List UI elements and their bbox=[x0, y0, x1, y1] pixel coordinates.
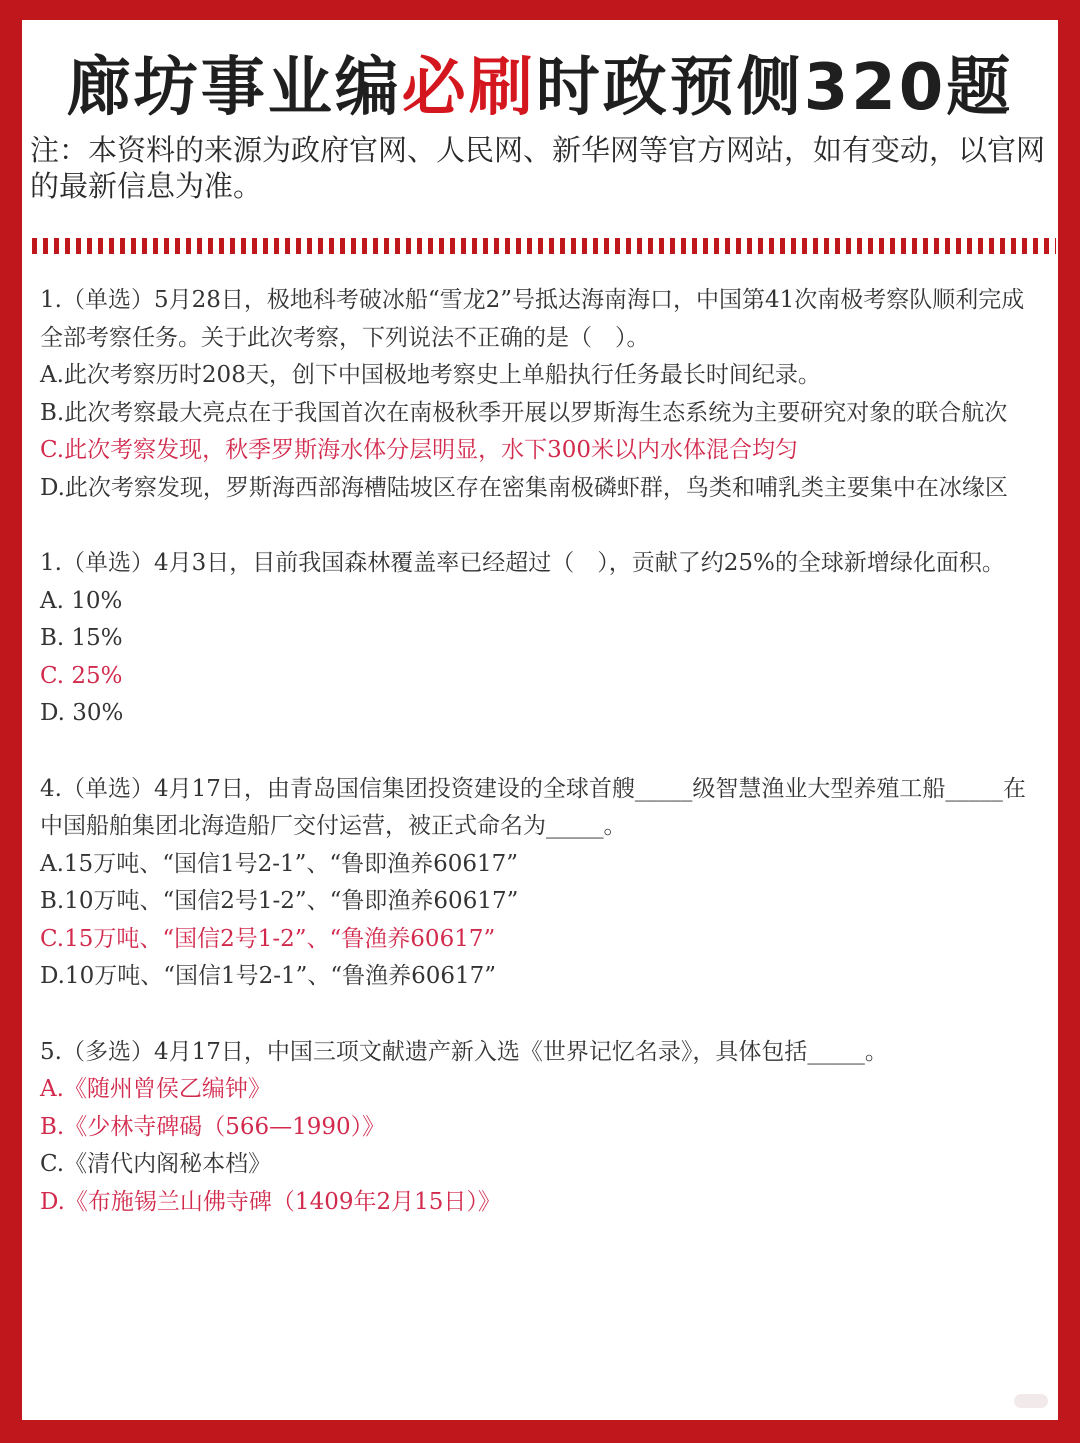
question-stem: 1.（单选）4月3日，目前我国森林覆盖率已经超过（ ），贡献了约25%的全球新增绿化面积。 bbox=[40, 550, 1005, 576]
question-3 bbox=[40, 771, 1044, 996]
option-a: A.此次考察历时208天，创下中国极地考察史上单船执行任务最长时间纪录。 bbox=[40, 362, 821, 388]
option-c: C.15万吨、“国信2号1-2”、“鲁渔养60617” bbox=[40, 925, 496, 952]
dashed-divider bbox=[32, 238, 1056, 254]
option-c: C.此次考察发现，秋季罗斯海水体分层明显，水下300米以内水体混合均匀 bbox=[40, 437, 798, 463]
source-note: 注：本资料的来源为政府官网、人民网、新华网等官方网站，如有变动，以官网的最新信息为准。 bbox=[30, 133, 1046, 203]
page-title bbox=[22, 48, 1058, 128]
option-d: D.《布施锡兰山佛寺碑（1409年2月15日）》 bbox=[40, 1188, 501, 1215]
option-b: B.此次考察最大亮点在于我国首次在南极秋季开展以罗斯海生态系统为主要研究对象的联合航次 bbox=[40, 399, 1008, 426]
question-stem: 4.（单选）4月17日，由青岛国信集团投资建设的全球首艘_____级智慧渔业大型养殖工船_____在中国船舶集团北海造船厂交付运营，被正式命名为_____。 bbox=[40, 775, 1026, 839]
option-d: D. 30% bbox=[40, 700, 124, 726]
option-b: B. 15% bbox=[40, 625, 123, 651]
question-stem: 5.（多选）4月17日，中国三项文献遗产新入选《世界记忆名录》，具体包括_____。 bbox=[40, 1038, 888, 1065]
option-b: B.10万吨、“国信2号1-2”、“鲁即渔养60617” bbox=[40, 888, 519, 914]
option-a: A.15万吨、“国信1号2-1”、“鲁即渔养60617” bbox=[40, 850, 519, 877]
title-highlight: 必刷 bbox=[401, 51, 536, 125]
option-c: C. 25% bbox=[40, 662, 123, 689]
option-d: D.10万吨、“国信1号2-1”、“鲁渔养60617” bbox=[40, 963, 497, 989]
question-stem: 1.（单选）5月28日，极地科考破冰船“雪龙2”号抵达海南海口，中国第41次南极考察队顺利完成全部考察任务。关于此次考察，下列说法不正确的是（ ）。 bbox=[40, 287, 1025, 351]
question-1 bbox=[40, 282, 1044, 507]
option-c: C.《清代内阁秘本档》 bbox=[40, 1151, 272, 1177]
question-2 bbox=[40, 545, 1044, 733]
title-part-2: 时政预侧320题 bbox=[535, 51, 1014, 125]
question-list bbox=[40, 282, 1044, 1259]
watermark-badge bbox=[1014, 1394, 1048, 1408]
document-card bbox=[22, 20, 1058, 1420]
option-a: A.《随州曾侯乙编钟》 bbox=[40, 1076, 271, 1102]
option-b: B.《少林寺碑碣（566—1990）》 bbox=[40, 1113, 386, 1140]
title-part-1: 廊坊事业编 bbox=[66, 51, 402, 125]
option-d: D.此次考察发现，罗斯海西部海槽陆坡区存在密集南极磷虾群，鸟类和哺乳类主要集中在冰缘区 bbox=[40, 474, 1008, 501]
question-4 bbox=[40, 1034, 1044, 1222]
option-a: A. 10% bbox=[40, 587, 123, 614]
